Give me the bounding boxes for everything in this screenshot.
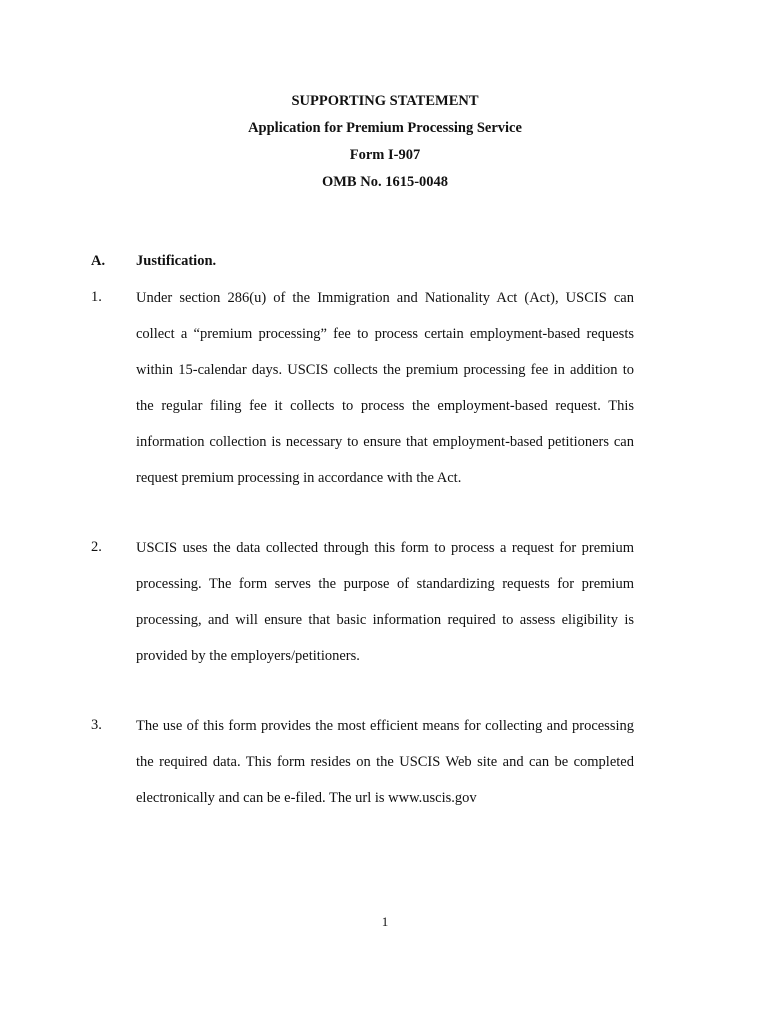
item-number: 1. xyxy=(91,289,102,305)
item-paragraph: USCIS uses the data collected through this form to process a request for premium processing. The form serves the purpose of standardizing requests for premium processing, and will ensure that basic information required to assess eligibility is provided by the employers/petitioners. xyxy=(136,540,634,664)
section-number: A. xyxy=(91,253,106,269)
item-number: 3. xyxy=(91,717,102,733)
item-paragraph: Under section 286(u) of the Immigration and Nationality Act (Act), USCIS can collect a “premium processing” fee to process certain employment-based requests within 15-calendar days. USCIS collects the premium processing fee in addition to the regular filing fee it collects to process the employment-based request. This information collection is necessary to ensure that employment-based petitioners can request premium processing in accordance with the Act. xyxy=(136,290,634,486)
form-number: Form I-907 xyxy=(349,147,421,163)
item-number: 2. xyxy=(91,539,102,555)
item-paragraph: The use of this form provides the most efficient means for collecting and processing the required data. This form resides on the USCIS Web site and can be completed electronically and can be e-filed. The url is www.uscis.gov xyxy=(136,718,634,806)
document-title: SUPPORTING STATEMENT xyxy=(291,93,479,109)
omb-number: OMB No. 1615-0048 xyxy=(321,174,449,190)
document-subtitle: Application for Premium Processing Service xyxy=(248,120,522,136)
section-title: Justification. xyxy=(136,253,217,269)
page-number: 1 xyxy=(381,914,389,929)
